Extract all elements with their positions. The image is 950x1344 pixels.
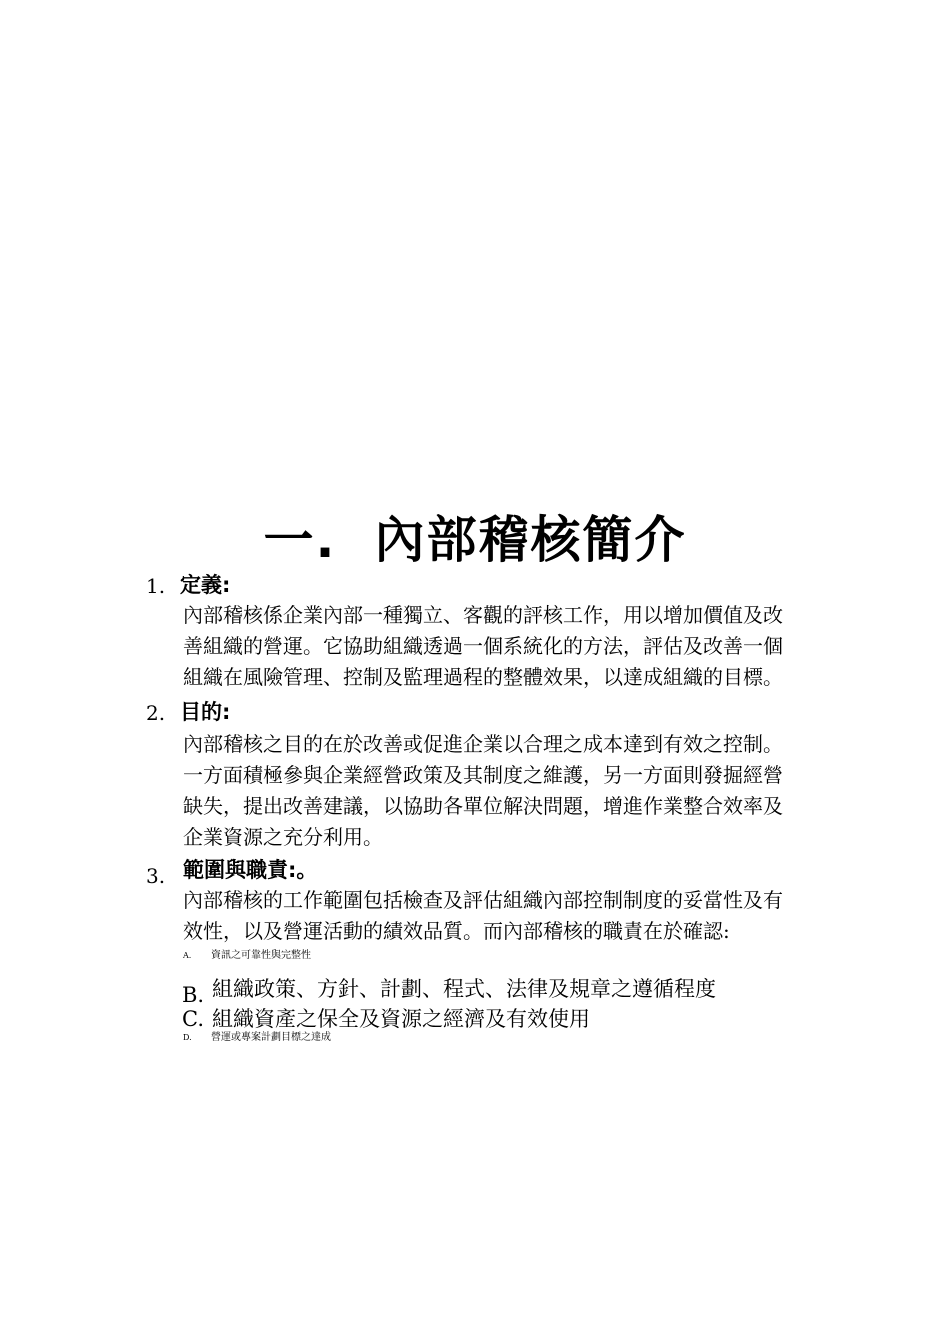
list-item-letter: B. bbox=[182, 983, 205, 1007]
list-item bbox=[183, 949, 683, 963]
paragraph-line: 善組織的營運。它協助組織透過一個系統化的方法，評估及改善一個 bbox=[183, 634, 783, 658]
paragraph-line: 內部稽核的工作範圍包括檢查及評估組織內部控制制度的妥當性及有 bbox=[183, 888, 783, 912]
list-item-letter: A. bbox=[183, 951, 192, 960]
section-number: 1. bbox=[146, 574, 166, 598]
paragraph-line: 一方面積極參與企業經營政策及其制度之維護，另一方面則發掘經營 bbox=[183, 763, 783, 787]
section-paragraph-purpose bbox=[183, 729, 809, 853]
title-number: 一. bbox=[263, 511, 337, 569]
section-paragraph-definition bbox=[183, 600, 809, 693]
title-text: 內部稽核簡介 bbox=[374, 511, 687, 569]
section-paragraph-scope bbox=[183, 885, 809, 947]
paragraph-line: 企業資源之充分利用。 bbox=[183, 825, 383, 849]
page-title bbox=[0, 500, 950, 580]
list-item bbox=[182, 1005, 782, 1033]
list-item bbox=[183, 1031, 683, 1045]
paragraph-line: 內部稽核係企業內部一種獨立、客觀的評核工作，用以增加價值及改 bbox=[183, 603, 783, 627]
list-item-letter: D. bbox=[183, 1033, 192, 1042]
section-heading-scope: 範圍與職責:。 bbox=[183, 858, 318, 882]
section-number: 3. bbox=[146, 864, 166, 888]
section-heading-definition: 定義: bbox=[180, 573, 231, 597]
paragraph-line: 內部稽核之目的在於改善或促進企業以合理之成本達到有效之控制。 bbox=[183, 732, 783, 756]
section-heading-purpose: 目的: bbox=[180, 700, 231, 724]
paragraph-line: 組織在風險管理、控制及監理過程的整體效果，以達成組織的目標。 bbox=[183, 665, 783, 689]
list-item-text: 營運或專案計劃目標之達成 bbox=[211, 1032, 331, 1043]
paragraph-line: 效性，以及營運活動的績效品質。而內部稽核的職責在於確認: bbox=[183, 919, 730, 943]
section-number: 2. bbox=[146, 701, 166, 725]
list-item-text: 組織政策、方針、計劃、程式、法律及規章之遵循程度 bbox=[212, 977, 716, 1001]
list-item bbox=[182, 975, 782, 1007]
list-item-text: 組織資產之保全及資源之經濟及有效使用 bbox=[212, 1007, 590, 1031]
list-item-text: 資訊之可靠性與完整性 bbox=[211, 950, 311, 961]
list-item-letter: C. bbox=[182, 1007, 204, 1031]
paragraph-line: 缺失，提出改善建議，以協助各單位解決問題，增進作業整合效率及 bbox=[183, 794, 783, 818]
